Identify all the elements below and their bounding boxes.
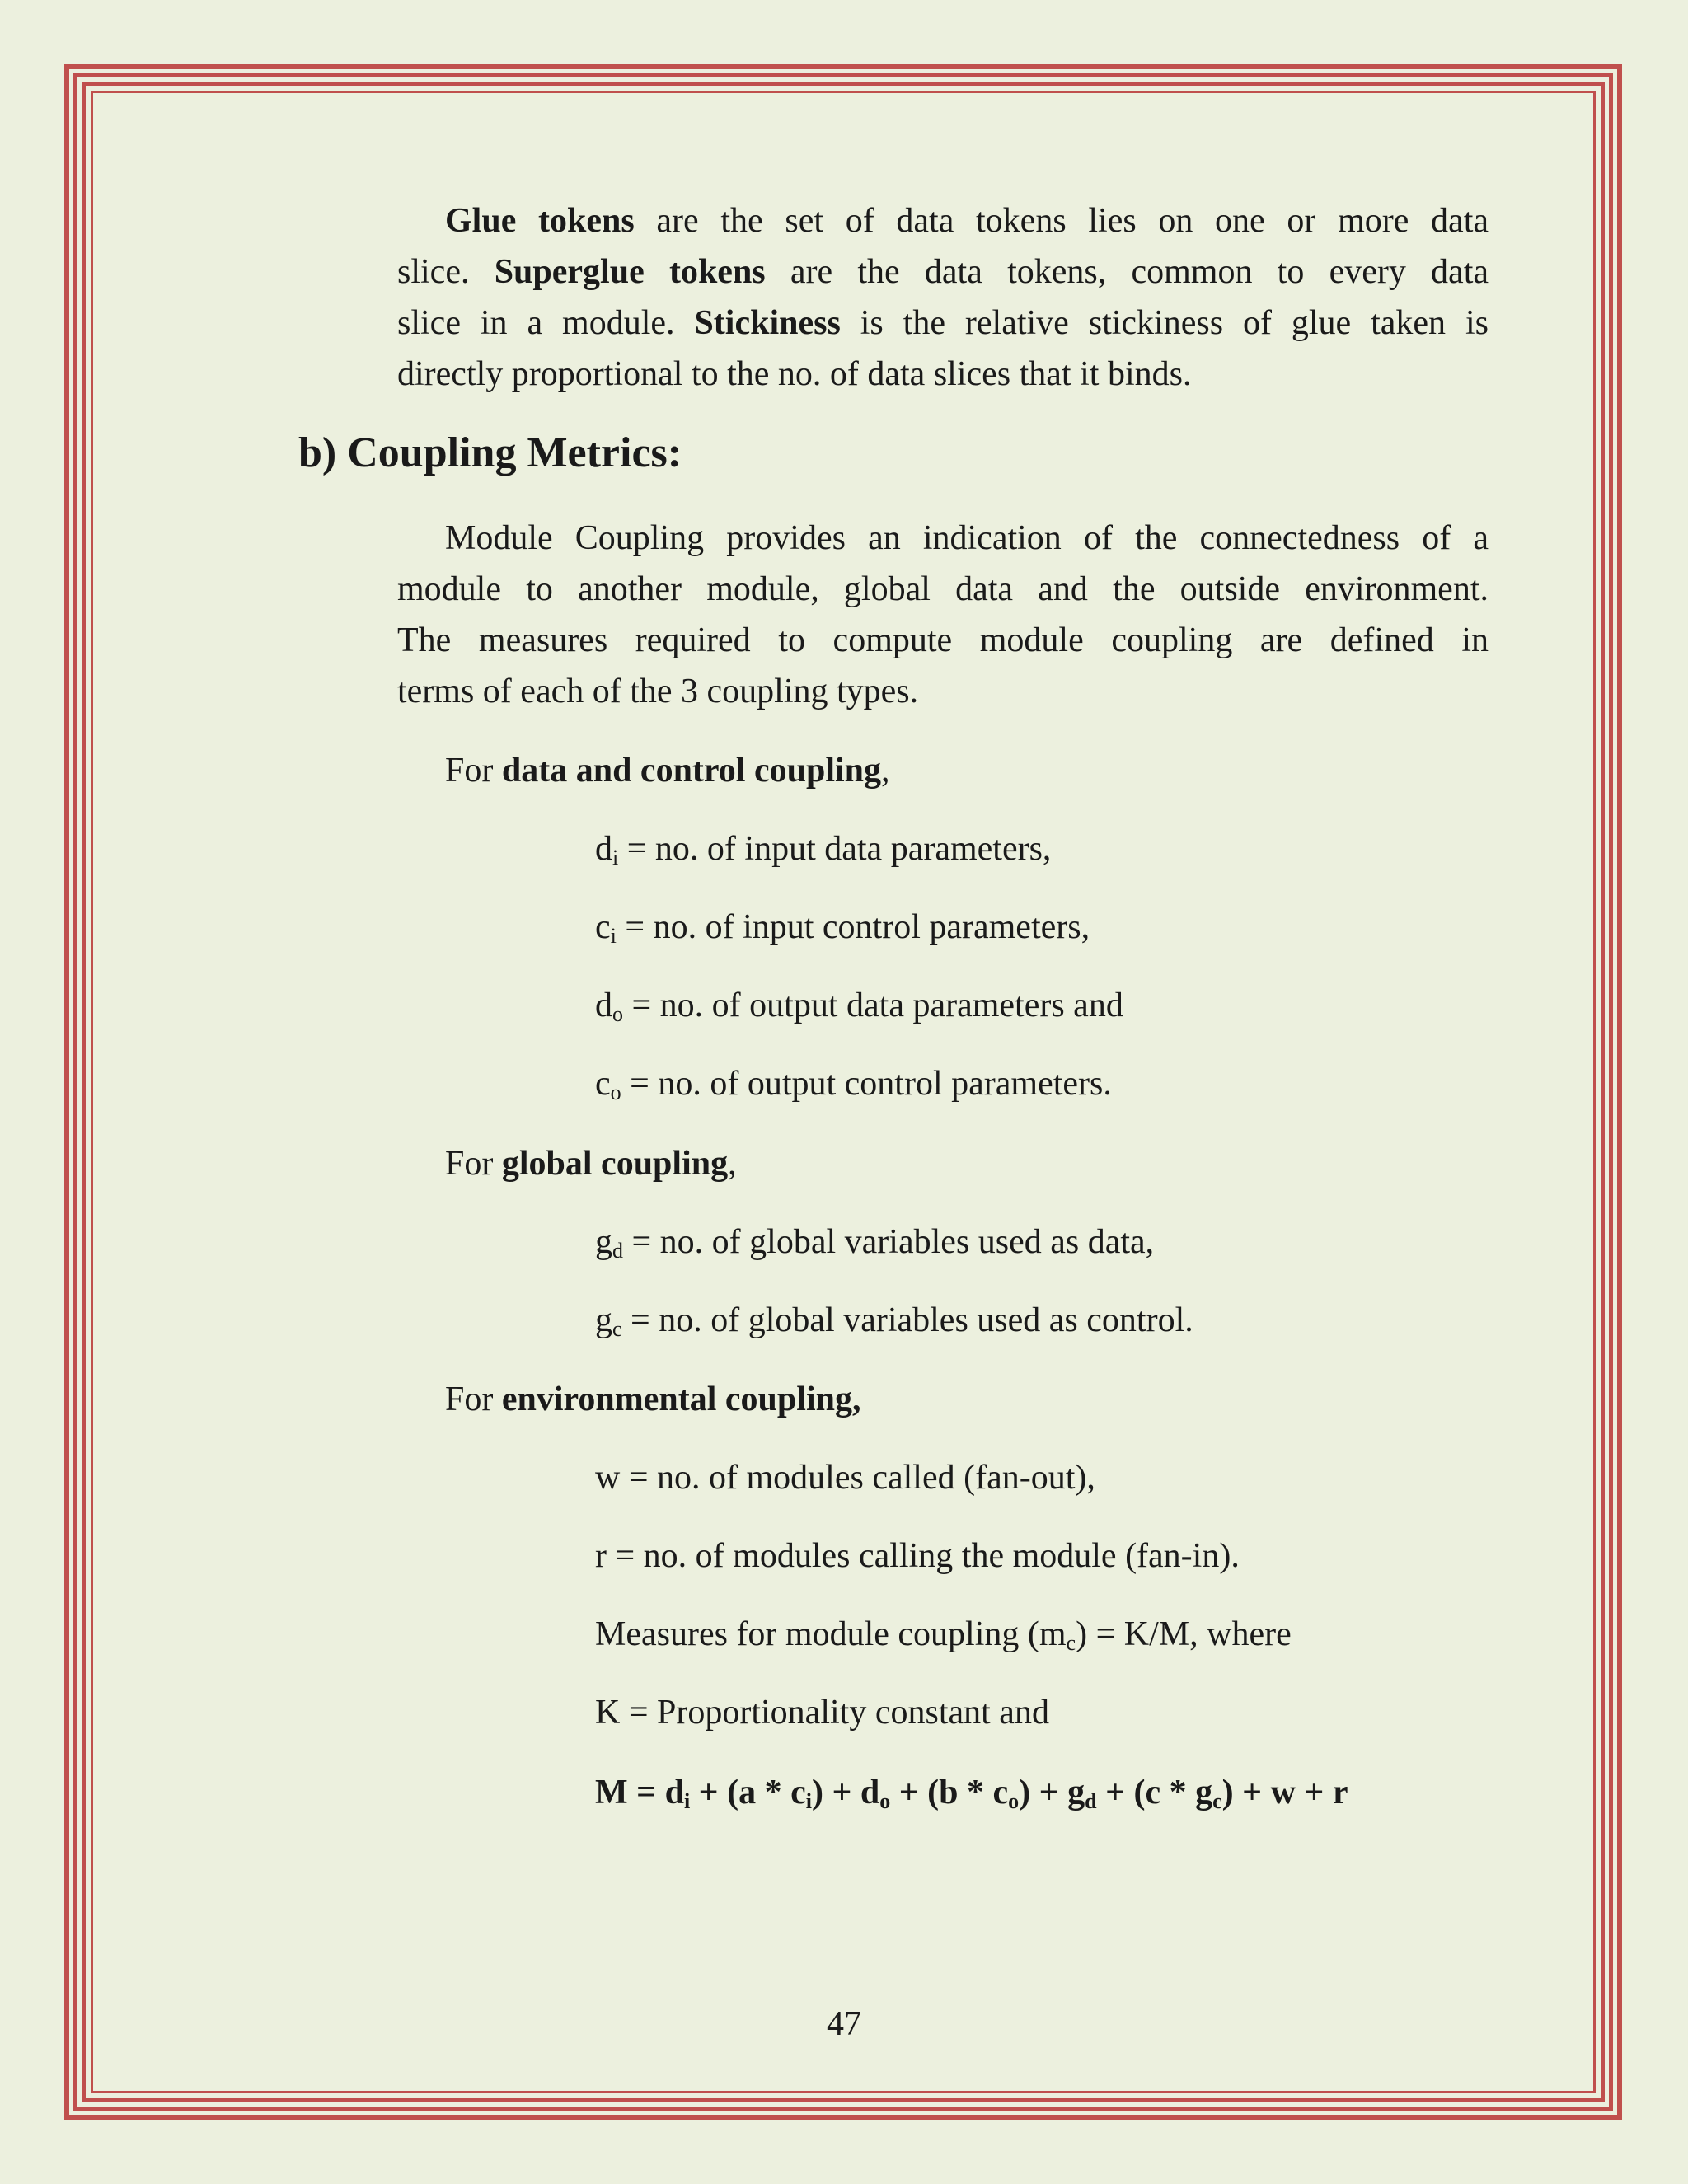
- k-definition: K = Proportionality constant and: [595, 1694, 1049, 1732]
- formula-subscript: c: [1212, 1789, 1222, 1813]
- module-coupling-measure: [595, 1614, 1292, 1655]
- definition-text: = no. of input data parameters,: [618, 830, 1052, 868]
- global-coupling-term: global coupling: [501, 1145, 729, 1183]
- var-subscript: c: [1066, 1631, 1076, 1655]
- formula-subscript: o: [879, 1789, 891, 1813]
- intro-prefix: For: [445, 1380, 502, 1418]
- module-coupling-paragraph: [397, 513, 1489, 717]
- definition-di: [595, 828, 1051, 869]
- para1-line2: [397, 246, 1489, 298]
- definition-co: [595, 1063, 1112, 1104]
- para1-line2-text: are the data tokens, common to every data: [765, 253, 1489, 291]
- para2-line1: Module Coupling provides an indication of the connectedness of a: [445, 519, 1489, 557]
- var: g: [595, 1301, 612, 1339]
- definition-text: = no. of global variables used as data,: [623, 1223, 1155, 1261]
- glue-tokens-term: Glue tokens: [445, 202, 635, 240]
- definition-ci: [595, 907, 1090, 948]
- formula-subscript: i: [805, 1789, 812, 1813]
- measure-text: Measures for module coupling (m: [595, 1615, 1067, 1653]
- var: c: [595, 1065, 611, 1103]
- formula-part: + (b * c: [890, 1774, 1009, 1811]
- para1-line2-prefix: slice.: [397, 253, 495, 291]
- definition-r: r = no. of modules calling the module (fan-in).: [595, 1537, 1240, 1575]
- superglue-tokens-term: Superglue tokens: [494, 253, 766, 291]
- definition-gd: [595, 1221, 1154, 1263]
- var-subscript: i: [610, 924, 617, 948]
- var-subscript: o: [610, 1080, 621, 1104]
- definition-gc: [595, 1300, 1193, 1341]
- para2-line2: module to another module, global data and the outside environment.: [397, 570, 1489, 608]
- var: d: [595, 830, 612, 868]
- formula-part: + (c * g: [1096, 1774, 1213, 1811]
- data-control-coupling-term: data and control coupling: [501, 752, 882, 790]
- section-heading: b) Coupling Metrics:: [298, 429, 682, 476]
- var-subscript: c: [612, 1317, 622, 1341]
- para2-line3: The measures required to compute module coupling are defined in: [397, 621, 1489, 659]
- var: d: [595, 987, 612, 1024]
- formula-part: M = d: [595, 1774, 684, 1811]
- global-coupling-intro: [445, 1143, 737, 1184]
- coupling-formula: [595, 1772, 1348, 1813]
- measure-text-end: ) = K/M, where: [1076, 1615, 1292, 1653]
- data-control-coupling-intro: [445, 750, 890, 791]
- formula-subscript: d: [1085, 1789, 1097, 1813]
- definition-w: w = no. of modules called (fan-out),: [595, 1459, 1095, 1497]
- para2-line4: terms of each of the 3 coupling types.: [397, 673, 919, 710]
- var-subscript: d: [612, 1239, 623, 1263]
- intro-prefix: For: [445, 1145, 502, 1183]
- var: c: [595, 908, 611, 946]
- var-subscript: o: [612, 1002, 623, 1026]
- definition-text: = no. of output control parameters.: [621, 1065, 1112, 1103]
- para1-line3-text: is the relative stickiness of glue taken is: [840, 304, 1489, 342]
- definition-text: = no. of output data parameters and: [623, 987, 1123, 1024]
- formula-subscript: i: [683, 1789, 691, 1813]
- var-subscript: i: [612, 846, 619, 869]
- definition-do: [595, 985, 1123, 1026]
- environmental-coupling-intro: [445, 1379, 860, 1420]
- intro-suffix: ,: [728, 1145, 737, 1183]
- para1-line3-prefix: slice in a module.: [397, 304, 695, 342]
- formula-part: ) + d: [811, 1774, 880, 1811]
- var: g: [595, 1223, 612, 1261]
- glue-tokens-paragraph: [397, 195, 1489, 400]
- para1-line1-text: are the set of data tokens lies on one or more data: [634, 202, 1489, 240]
- formula-subscript: o: [1008, 1789, 1020, 1813]
- para1-line1: [397, 195, 1489, 246]
- definition-text: = no. of input control parameters,: [616, 908, 1090, 946]
- intro-prefix: For: [445, 752, 502, 790]
- definition-text: = no. of global variables used as control.: [621, 1301, 1193, 1339]
- intro-suffix: ,: [881, 752, 890, 790]
- environmental-coupling-term: environmental coupling,: [501, 1380, 861, 1418]
- page-number: 47: [827, 2005, 861, 2043]
- formula-part: + (a * c: [690, 1774, 806, 1811]
- para1-line4: directly proportional to the no. of data slices that it binds.: [397, 355, 1192, 393]
- formula-part: ) + w + r: [1221, 1774, 1348, 1811]
- para1-line3: [397, 298, 1489, 349]
- formula-part: ) + g: [1019, 1774, 1085, 1811]
- stickiness-term: Stickiness: [694, 304, 841, 342]
